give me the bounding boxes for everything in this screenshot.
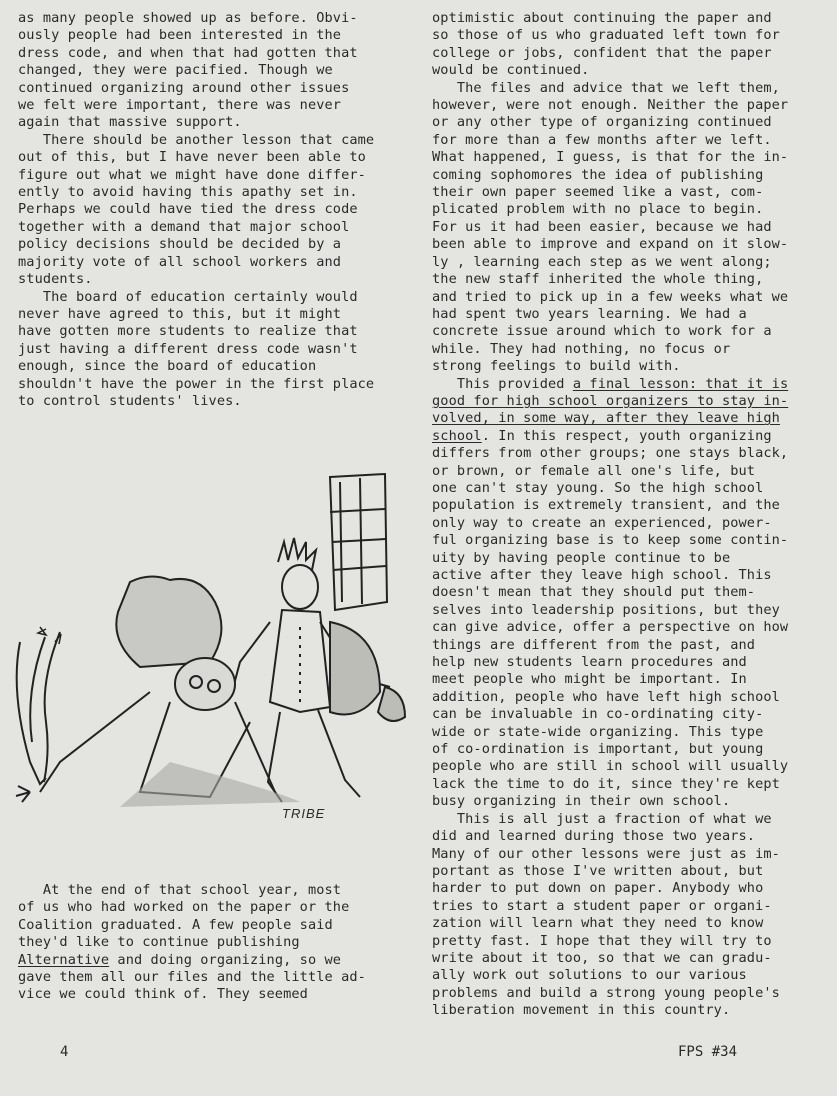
bag-drawing: [330, 622, 405, 721]
text-line: busy organizing in their own school.: [432, 793, 731, 810]
text-line: zation will learn what they need to know: [432, 915, 764, 932]
text-line: ously people had been interested in the: [18, 27, 342, 44]
illustration: [0, 462, 420, 822]
text-span: This provided: [432, 375, 573, 392]
underlined-lesson: school: [432, 427, 482, 444]
text-line: figure out what we might have done differ-: [18, 166, 366, 183]
underlined-lesson: good for high school organizers to stay in-: [432, 392, 789, 409]
text-line: things are different from the past, and: [432, 636, 756, 653]
text-line: had spent two years learning. We had a: [432, 305, 747, 322]
left-column-bottom: [18, 882, 393, 1004]
text-line: out of this, but I have never been able to: [18, 149, 366, 166]
text-line: of us who had worked on the paper or the: [18, 899, 350, 916]
text-line: [432, 428, 832, 445]
text-line: What happened, I guess, is that for the in-: [432, 149, 789, 166]
text-line: tries to start a student paper or organi-: [432, 897, 772, 914]
text-line: however, were not enough. Neither the paper: [432, 97, 789, 114]
text-line: Many of our other lessons were just as im-: [432, 845, 780, 862]
shelf-drawing: [330, 474, 387, 610]
text-line: portant as those I've written about, but: [432, 862, 764, 879]
right-paragraphs-top: [432, 10, 832, 376]
text-line: [432, 376, 832, 393]
fallen-figure-drawing: [16, 576, 300, 807]
text-line: shouldn't have the power in the first place: [18, 375, 375, 392]
text-line: can give advice, offer a perspective on how: [432, 619, 789, 636]
footer-label: FPS #34: [678, 1044, 738, 1060]
text-line: majority vote of all school workers and: [18, 253, 342, 270]
text-line: At the end of that school year, most: [18, 882, 342, 898]
text-line: Coalition graduated. A few people said: [18, 916, 333, 933]
text-line: [18, 952, 393, 969]
text-line: dress code, and when that had gotten that: [18, 44, 358, 61]
text-line: ful organizing base is to keep some contin-: [432, 532, 789, 549]
text-line: students.: [18, 271, 93, 288]
text-line: The files and advice that we left them,: [432, 79, 780, 96]
text-span: . In this respect, youth organizing: [481, 427, 772, 444]
illustration-signature: TRIBE: [282, 806, 326, 821]
text-line: population is extremely transient, and the: [432, 497, 780, 514]
text-line: Perhaps we could have tied the dress code: [18, 201, 358, 218]
text-line: concrete issue around which to work for a: [432, 323, 772, 340]
text-line: active after they leave high school. This: [432, 567, 772, 583]
text-line: uity by having people continue to be: [432, 549, 731, 566]
text-line: while. They had nothing, no focus or: [432, 340, 731, 357]
text-line: gave them all our files and the little ad-: [18, 969, 366, 986]
text-line: ally work out solutions to our various: [432, 967, 747, 984]
page-number: 4: [60, 1044, 69, 1060]
text-line: to control students' lives.: [18, 392, 242, 409]
text-line: one can't stay young. So the high school: [432, 479, 764, 496]
text-line: policy decisions should be decided by a: [18, 236, 342, 253]
text-line: never have agreed to this, but it might: [18, 305, 342, 322]
text-line: would be continued.: [432, 62, 590, 79]
text-line: optimistic about continuing the paper and: [432, 10, 772, 26]
text-line: harder to put down on paper. Anybody who: [432, 880, 764, 897]
text-line: ently to avoid having this apathy set in.: [18, 184, 358, 201]
text-line: for more than a few months after we left.: [432, 131, 772, 148]
text-line: been able to improve and expand on it slow-: [432, 236, 789, 253]
text-line: of co-ordination is important, but young: [432, 741, 764, 758]
text-line: [432, 393, 832, 410]
text-line: strong feelings to build with.: [432, 358, 681, 375]
text-line: addition, people who have left high school: [432, 688, 780, 705]
text-line: For us it had been easier, because we had: [432, 218, 772, 235]
text-line: again that massive support.: [18, 114, 242, 131]
text-line: There should be another lesson that came: [18, 131, 375, 148]
text-line: they'd like to continue publishing: [18, 934, 300, 951]
text-line: enough, since the board of education: [18, 358, 317, 375]
text-line: problems and build a strong young people's: [432, 984, 780, 1001]
text-line: [432, 410, 832, 427]
publication-title: Alternative: [18, 951, 110, 968]
text-line: help new students learn procedures and: [432, 654, 747, 671]
text-line: we felt were important, there was never: [18, 97, 342, 114]
text-line: doesn't mean that they should put them-: [432, 584, 756, 601]
text-line: just having a different dress code wasn't: [18, 340, 358, 357]
text-line: coming sophomores the idea of publishing: [432, 166, 764, 183]
text-line: did and learned during those two years.: [432, 828, 756, 845]
text-line: and tried to pick up in a few weeks what we: [432, 288, 789, 305]
text-line: people who are still in school will usually: [432, 758, 789, 775]
text-line: as many people showed up as before. Obvi-: [18, 10, 358, 26]
text-line: The board of education certainly would: [18, 288, 358, 305]
text-line: differs from other groups; one stays black,: [432, 445, 789, 462]
text-line: together with a demand that major school: [18, 218, 350, 235]
text-line: selves into leadership positions, but they: [432, 601, 780, 618]
text-line: can be invaluable in co-ordinating city-: [432, 706, 764, 723]
text-line: have gotten more students to realize that: [18, 323, 358, 340]
right-paragraphs-bottom: [432, 445, 832, 1019]
text-line: lack the time to do it, since they're kept: [432, 775, 780, 792]
text-line: changed, they were pacified. Though we: [18, 62, 333, 79]
text-line: wide or state-wide organizing. This type: [432, 723, 764, 740]
underlined-lesson: volved, in some way, after they leave high: [432, 410, 780, 427]
text-line: only way to create an experienced, power-: [432, 514, 772, 531]
text-line: or any other type of organizing continued: [432, 114, 772, 131]
text-line: liberation movement in this country.: [432, 1002, 731, 1019]
text-line: their own paper seemed like a vast, com-: [432, 184, 764, 201]
text-line: plicated problem with no place to begin.: [432, 201, 764, 218]
text-line: vice we could think of. They seemed: [18, 986, 308, 1003]
right-column: [432, 10, 832, 1020]
sparkle-icon: [38, 627, 61, 644]
text-line: so those of us who graduated left town for: [432, 27, 780, 44]
text-line: ly , learning each step as we went along;: [432, 253, 772, 270]
text-line: the new staff inherited the whole thing,: [432, 271, 764, 288]
text-line: meet people who might be important. In: [432, 671, 747, 688]
text-line: college or jobs, confident that the paper: [432, 44, 772, 61]
text-line: or brown, or female all one's life, but: [432, 462, 756, 479]
text-span: and doing organizing, so we: [109, 951, 342, 968]
underlined-lesson: a final lesson: that it is: [572, 375, 789, 392]
text-line: write about it too, so that we can gradu-: [432, 949, 772, 966]
text-line: continued organizing around other issues: [18, 79, 350, 96]
text-line: pretty fast. I hope that they will try to: [432, 932, 772, 949]
left-column-top: [18, 10, 393, 410]
text-line: This is all just a fraction of what we: [432, 810, 772, 827]
